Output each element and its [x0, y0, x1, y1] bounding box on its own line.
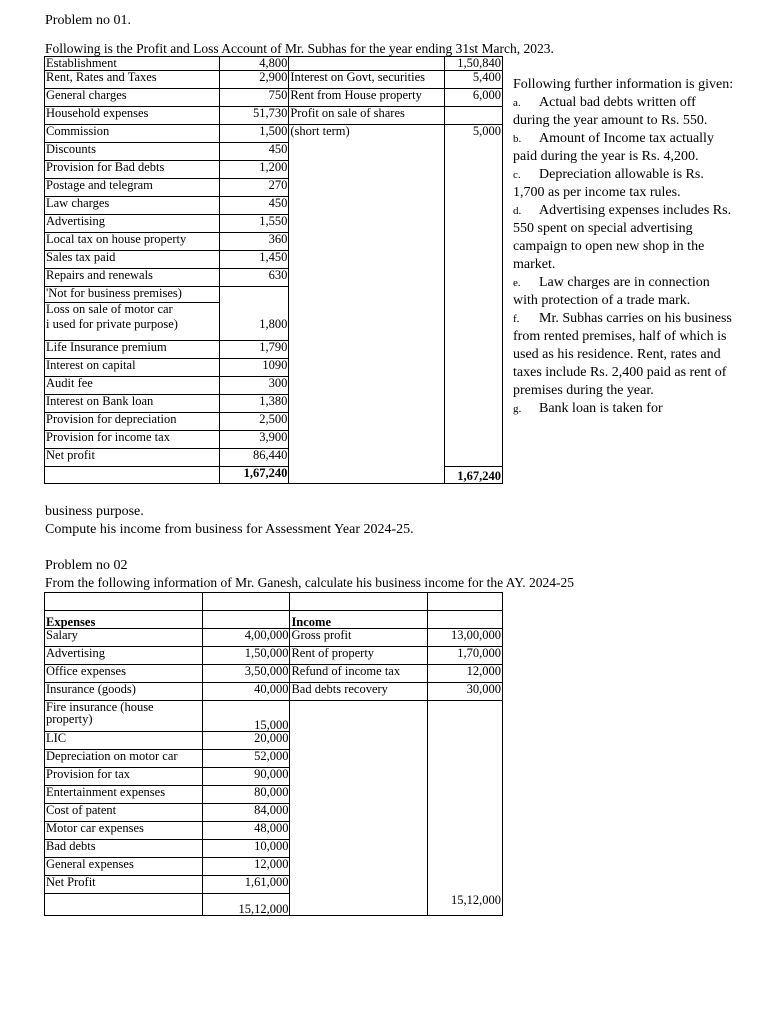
empty-cell: [202, 611, 290, 629]
expense-label: Provision for Bad debts: [45, 160, 220, 178]
income-label: [289, 250, 445, 268]
total-income: 15,12,000: [428, 894, 503, 916]
income-label: [290, 822, 428, 840]
income-label: Interest on Govt, securities: [289, 70, 445, 88]
pl-row: [45, 88, 503, 106]
income-amount: [445, 448, 503, 466]
expense-amount: 1,380: [219, 394, 289, 412]
income-amount: [428, 822, 503, 840]
account-row: [45, 876, 503, 894]
income-amount: [428, 750, 503, 768]
income-label: [289, 318, 445, 340]
info-item-label: b.: [513, 133, 522, 145]
pl-row: [45, 214, 503, 232]
income-amount: 12,000: [428, 665, 503, 683]
income-header: Income: [290, 611, 428, 629]
info-item-text: Advertising expenses includes Rs. 550 spent on special advertising campaign to open new shop in the market.: [513, 203, 732, 272]
income-label: [289, 358, 445, 376]
income-amount: [428, 732, 503, 750]
income-label: Refund of income tax: [290, 665, 428, 683]
expense-label: Net Profit: [45, 876, 203, 894]
expense-amount: 1,500: [219, 124, 289, 142]
expense-label: Provision for depreciation: [45, 412, 220, 430]
income-label: [289, 302, 445, 318]
income-amount: 1,70,000: [428, 647, 503, 665]
income-label: Rent of property: [290, 647, 428, 665]
header-row: [45, 611, 503, 629]
income-label: [289, 178, 445, 196]
empty-cell: [290, 593, 428, 611]
income-amount: [445, 430, 503, 448]
expense-label: Local tax on house property: [45, 232, 220, 250]
pl-row: [45, 430, 503, 448]
info-item-label: e.: [513, 277, 521, 289]
pl-row: [45, 302, 503, 318]
expense-amount: 2,900: [219, 70, 289, 88]
income-amount: [445, 268, 503, 286]
account-row: [45, 665, 503, 683]
expense-amount: 40,000: [202, 683, 290, 701]
income-amount: [445, 340, 503, 358]
income-label: [289, 394, 445, 412]
profit-loss-table: [44, 56, 503, 484]
income-amount: [445, 358, 503, 376]
info-item-text: Depreciation allowable is Rs. 1,700 as per income tax rules.: [513, 167, 704, 200]
account-row: [45, 683, 503, 701]
income-label: Bad debts recovery: [290, 683, 428, 701]
income-label: [289, 268, 445, 286]
expense-label: Bad debts: [45, 840, 203, 858]
info-item: [513, 310, 735, 400]
blank-row: [45, 593, 503, 611]
pl-row: [45, 340, 503, 358]
income-label: (short term): [289, 124, 445, 142]
pl-row: [45, 376, 503, 394]
account-row: [45, 629, 503, 647]
expense-amount: 15,000: [202, 701, 290, 732]
income-label: [289, 412, 445, 430]
expense-label: Life Insurance premium: [45, 340, 220, 358]
account-row: [45, 840, 503, 858]
pl-row: [45, 142, 503, 160]
problem-1-heading: Problem no 01.: [45, 13, 131, 28]
income-amount: [445, 232, 503, 250]
expense-amount: 1,790: [219, 340, 289, 358]
expense-label: Discounts: [45, 142, 220, 160]
info-item: [513, 202, 735, 274]
income-label: [289, 232, 445, 250]
expense-label: Advertising: [45, 214, 220, 232]
problem-2-intro: From the following information of Mr. Ganesh, calculate his business income for the AY. 2024-25: [45, 575, 575, 590]
expense-amount: 360: [219, 232, 289, 250]
pl-row: [45, 412, 503, 430]
info-item: [513, 94, 735, 130]
account-row: [45, 701, 503, 732]
info-item-label: f.: [513, 313, 520, 325]
expense-label: Entertainment expenses: [45, 786, 203, 804]
expense-label: Provision for tax: [45, 768, 203, 786]
expense-amount: 300: [219, 376, 289, 394]
pl-row: [45, 160, 503, 178]
info-item: [513, 130, 735, 166]
info-item-label: a.: [513, 97, 521, 109]
pl-row: [45, 106, 503, 124]
income-label: [289, 142, 445, 160]
expense-amount: 20,000: [202, 732, 290, 750]
income-amount: [428, 858, 503, 876]
expense-label: Postage and telegram: [45, 178, 220, 196]
expense-label: Repairs and renewals: [45, 268, 220, 286]
income-amount: 6,000: [445, 88, 503, 106]
pl-row: [45, 448, 503, 466]
info-item-label: g.: [513, 403, 522, 415]
expense-amount: 1,50,000: [202, 647, 290, 665]
expense-label: Law charges: [45, 196, 220, 214]
problem-2-heading: Problem no 02: [45, 558, 128, 573]
expense-amount: 1,61,000: [202, 876, 290, 894]
expenses-header: Expenses: [45, 611, 203, 629]
pl-row: [45, 57, 503, 71]
expense-amount: 4,800: [219, 57, 289, 71]
expense-label: Rent, Rates and Taxes: [45, 70, 220, 88]
expense-amount: 4,00,000: [202, 629, 290, 647]
income-label: [290, 701, 428, 732]
expense-amount: [219, 302, 289, 318]
info-item-text: Law charges are in connection with protection of a trade mark.: [513, 275, 710, 308]
expense-amount: 90,000: [202, 768, 290, 786]
account-row: [45, 804, 503, 822]
income-amount: [445, 160, 503, 178]
income-label: [289, 57, 445, 71]
ganesh-accounts-table: [44, 592, 503, 916]
income-amount: [428, 876, 503, 894]
income-label: [289, 376, 445, 394]
income-label: [289, 160, 445, 178]
info-item-text: Amount of Income tax actually paid during the year is Rs. 4,200.: [513, 131, 714, 164]
expense-label: Establishment: [45, 57, 220, 71]
pl-row: [45, 70, 503, 88]
expense-amount: 450: [219, 142, 289, 160]
empty-cell: [428, 593, 503, 611]
expense-amount: 12,000: [202, 858, 290, 876]
income-label: [289, 196, 445, 214]
info-item: [513, 274, 735, 310]
expense-amount: 3,50,000: [202, 665, 290, 683]
pl-row: [45, 232, 503, 250]
expense-amount: 1090: [219, 358, 289, 376]
income-label: [290, 804, 428, 822]
account-row: [45, 786, 503, 804]
info-item-label: d.: [513, 205, 522, 217]
income-amount: [445, 106, 503, 124]
income-amount: 1,50,840: [445, 57, 503, 71]
expense-label: Audit fee: [45, 376, 220, 394]
pl-row: [45, 394, 503, 412]
further-information: [513, 76, 735, 418]
expense-label: i used for private purpose): [45, 318, 220, 340]
expense-label: Office expenses: [45, 665, 203, 683]
income-label: [289, 340, 445, 358]
empty-cell: [289, 466, 445, 483]
income-amount: [445, 286, 503, 302]
income-amount: [428, 804, 503, 822]
expense-amount: 10,000: [202, 840, 290, 858]
income-label: [289, 286, 445, 302]
expense-label: Net profit: [45, 448, 220, 466]
expense-label: Interest on capital: [45, 358, 220, 376]
expense-amount: 2,500: [219, 412, 289, 430]
expense-amount: 52,000: [202, 750, 290, 768]
info-item-text: Mr. Subhas carries on his business from rented premises, half of which is used as his residence. Rent, rates and taxes include Rs. 2,400 paid as rent of premises during the year.: [513, 311, 732, 398]
expense-amount: 1,200: [219, 160, 289, 178]
income-amount: [428, 840, 503, 858]
total-income: 1,67,240: [445, 466, 503, 483]
income-label: [290, 750, 428, 768]
info-item-label: c.: [513, 169, 521, 181]
expense-amount: 1,450: [219, 250, 289, 268]
info-item: [513, 166, 735, 202]
expense-label: Provision for income tax: [45, 430, 220, 448]
expense-label: Household expenses: [45, 106, 220, 124]
empty-cell: [45, 593, 203, 611]
income-label: [290, 858, 428, 876]
expense-label: 'Not for business premises): [45, 286, 220, 302]
expense-label: General charges: [45, 88, 220, 106]
income-amount: [445, 250, 503, 268]
expense-amount: 84,000: [202, 804, 290, 822]
income-label: [290, 732, 428, 750]
info-item-text: Bank loan is taken for: [539, 401, 663, 416]
income-amount: [445, 376, 503, 394]
income-label: [290, 840, 428, 858]
expense-amount: 630: [219, 268, 289, 286]
expense-label: General expenses: [45, 858, 203, 876]
expense-label: Cost of patent: [45, 804, 203, 822]
expense-label: Loss on sale of motor car: [45, 302, 220, 318]
expense-label: Depreciation on motor car: [45, 750, 203, 768]
expense-amount: 450: [219, 196, 289, 214]
income-amount: [428, 786, 503, 804]
pl-row: [45, 358, 503, 376]
total-expense: 15,12,000: [202, 894, 290, 916]
income-label: Rent from House property: [289, 88, 445, 106]
income-label: [289, 430, 445, 448]
expense-amount: 750: [219, 88, 289, 106]
income-label: [290, 876, 428, 894]
income-amount: [445, 142, 503, 160]
expense-amount: 3,900: [219, 430, 289, 448]
info-item: [513, 400, 735, 418]
income-label: [289, 214, 445, 232]
expense-amount: 270: [219, 178, 289, 196]
expense-amount: 48,000: [202, 822, 290, 840]
empty-cell: [45, 466, 220, 483]
pl-row: [45, 178, 503, 196]
empty-cell: [290, 894, 428, 916]
empty-cell: [45, 894, 203, 916]
empty-cell: [428, 611, 503, 629]
expense-label: Sales tax paid: [45, 250, 220, 268]
empty-cell: [202, 593, 290, 611]
account-row: [45, 768, 503, 786]
pl-row: [45, 124, 503, 142]
expense-label: Salary: [45, 629, 203, 647]
income-label: [290, 768, 428, 786]
income-amount: 13,00,000: [428, 629, 503, 647]
income-amount: 5,000: [445, 124, 503, 142]
income-amount: [428, 768, 503, 786]
account-row: [45, 647, 503, 665]
pl-row: [45, 250, 503, 268]
expense-label: Fire insurance (house property): [45, 701, 203, 732]
income-label: Profit on sale of shares: [289, 106, 445, 124]
income-amount: 5,400: [445, 70, 503, 88]
expense-amount: [219, 286, 289, 302]
pl-row: [45, 286, 503, 302]
expense-amount: 51,730: [219, 106, 289, 124]
income-amount: [445, 302, 503, 318]
income-amount: [445, 412, 503, 430]
income-label: [290, 786, 428, 804]
total-expense: 1,67,240: [219, 466, 289, 483]
problem-1-question: Compute his income from business for Assessment Year 2024-25.: [45, 522, 414, 537]
expense-label: Insurance (goods): [45, 683, 203, 701]
income-amount: [445, 394, 503, 412]
info-item-text: Actual bad debts written off during the year amount to Rs. 550.: [513, 95, 708, 128]
pl-row: [45, 196, 503, 214]
income-label: Gross profit: [290, 629, 428, 647]
problem-1-intro: Following is the Profit and Loss Account of Mr. Subhas for the year ending 31st March, 2023.: [45, 41, 554, 56]
expense-label: Advertising: [45, 647, 203, 665]
expense-label: Commission: [45, 124, 220, 142]
expense-label: Motor car expenses: [45, 822, 203, 840]
total-row: [45, 894, 503, 916]
expense-amount: 86,440: [219, 448, 289, 466]
income-amount: [445, 318, 503, 340]
expense-amount: 1,550: [219, 214, 289, 232]
expense-amount: 1,800: [219, 318, 289, 340]
account-row: [45, 858, 503, 876]
income-label: [289, 448, 445, 466]
pl-row: [45, 268, 503, 286]
income-amount: [445, 196, 503, 214]
expense-label: Interest on Bank loan: [45, 394, 220, 412]
pl-total-row: [45, 466, 503, 483]
account-row: [45, 732, 503, 750]
expense-label: LIC: [45, 732, 203, 750]
info-intro: Following further information is given:: [513, 77, 734, 92]
income-amount: 30,000: [428, 683, 503, 701]
income-amount: [445, 178, 503, 196]
expense-amount: 80,000: [202, 786, 290, 804]
income-amount: [445, 214, 503, 232]
info-continuation: business purpose.: [45, 504, 144, 519]
account-row: [45, 822, 503, 840]
pl-row: [45, 318, 503, 340]
account-row: [45, 750, 503, 768]
income-amount: [428, 701, 503, 732]
